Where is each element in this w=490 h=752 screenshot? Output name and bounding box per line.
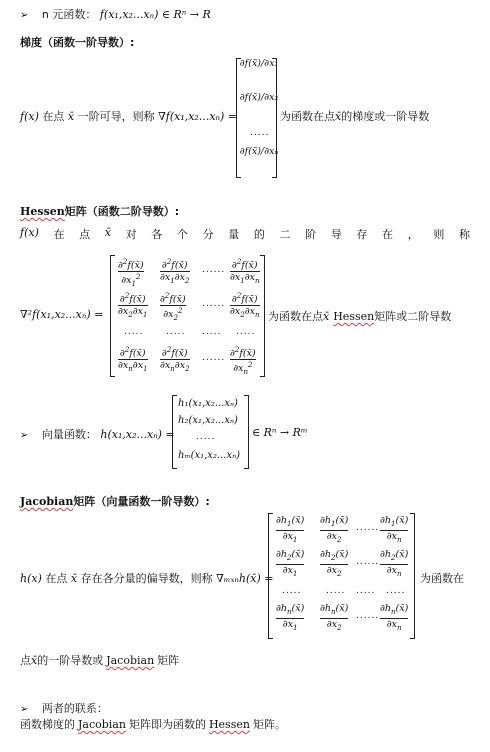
jacobian-text-a: 在点 bbox=[45, 572, 68, 585]
relation-text-c: 矩阵。 bbox=[252, 718, 286, 731]
relation-word1: Jacobian bbox=[78, 718, 126, 731]
vector-entry-2: h₂(x₁,x₂...xₙ) bbox=[178, 415, 238, 426]
jacobian-heading-word: Jacobian bbox=[20, 495, 74, 508]
jacobian-text-b: 存在各分量的偏导数，则称 bbox=[80, 572, 213, 585]
vector-entry-m: hₘ(x₁,x₂...xₙ) bbox=[178, 450, 241, 461]
vector-vdots: ..... bbox=[196, 432, 216, 442]
hessen-condition-token: 对 bbox=[125, 228, 137, 241]
jacobian-cell: $\partial h_n(x̄)$ $\partial x_n$ bbox=[380, 603, 409, 632]
hessen-condition-token: 个 bbox=[176, 228, 188, 241]
hessen-cell: ∂$^2$f(x̄) $\partial x_n\partial x_2$ bbox=[160, 346, 190, 374]
hessen-tail bbox=[268, 308, 451, 324]
vector-entry-1: h₁(x₁,x₂...xₙ) bbox=[178, 398, 238, 409]
jacobian-ddots: ..... bbox=[356, 586, 376, 596]
jacobian-left-bracket bbox=[268, 513, 273, 639]
gradient-entry-1 bbox=[239, 58, 279, 69]
relation-text-a: 函数梯度的 bbox=[20, 718, 75, 731]
jacobian-line2-word: Jacobian bbox=[106, 654, 155, 667]
hessen-cell: ∂$^2$f(x̄) $\partial x_1\partial x_n$ bbox=[230, 258, 260, 286]
gradient-entry-2 bbox=[239, 92, 279, 103]
jacobian-hdots: ...... bbox=[356, 611, 380, 621]
gradient-entry-2-text: ∂f(x̄)/∂x₂ bbox=[239, 92, 279, 103]
jacobian-cell: $\partial h_2(x̄)$ $\partial x_2$ bbox=[320, 549, 349, 578]
gradient-tail bbox=[280, 108, 429, 124]
hessen-tail-word: Hessen bbox=[333, 310, 375, 323]
bullet-icon: ➢ bbox=[20, 430, 29, 441]
n-var-function-formula: f(x₁,x₂...xₙ) ∈ Rⁿ → R bbox=[99, 8, 211, 21]
jacobian-line2-xbar: x̄ bbox=[31, 654, 38, 667]
gradient-right-bracket bbox=[272, 58, 277, 178]
gradient-entry-1-text: ∂f(x̄)/∂x₁ bbox=[239, 58, 279, 69]
hessen-condition-token: 二 bbox=[279, 228, 291, 241]
jacobian-hdots: ...... bbox=[356, 557, 380, 567]
hessen-condition-token: 各 bbox=[151, 228, 163, 241]
hessen-vdots: ..... bbox=[124, 327, 144, 337]
hessen-hdots: ...... bbox=[202, 299, 226, 309]
relation-text bbox=[20, 716, 286, 732]
jacobian-tail: 为函数在 bbox=[420, 572, 464, 585]
gradient-nabla-expr: ∇f(x₁,x₂...xₙ) = bbox=[158, 110, 238, 123]
relation-label: 两者的联系： bbox=[41, 702, 108, 715]
hessen-tail-a: 为函数在点 bbox=[268, 310, 323, 323]
bullet-icon: ➢ bbox=[20, 10, 29, 21]
hessen-cell: ∂$^2$f(x̄) $\partial x_1\partial x_2$ bbox=[160, 258, 190, 286]
vector-function-lhs: h(x₁,x₂...xₙ) = bbox=[100, 428, 175, 441]
vector-function-label: 向量函数： bbox=[41, 428, 97, 441]
hessen-heading-rest: 矩阵（函数二阶导数）: bbox=[64, 205, 180, 218]
jacobian-nabla-expr: ∇ₘₓₙh(x̄) = bbox=[216, 572, 274, 585]
hessen-tail-xbar: x̄ bbox=[323, 310, 330, 323]
jacobian-cell: $\partial h_n(x̄)$ $\partial x_2$ bbox=[320, 603, 349, 632]
hessen-condition-token: x̄ bbox=[104, 226, 111, 239]
jacobian-hdots: ...... bbox=[356, 523, 380, 533]
bullet-icon: ➢ bbox=[20, 704, 29, 715]
hessen-left-bracket bbox=[110, 255, 115, 377]
jacobian-cell: $\partial h_2(x̄)$ $\partial x_1$ bbox=[276, 549, 305, 578]
hessen-cell: ∂$^2$f(x̄) $\partial x_2^2$ bbox=[160, 292, 186, 323]
hessen-cell: ∂$^2$f(x̄) $\partial x_2\partial x_1$ bbox=[118, 292, 148, 320]
hessen-lhs: ∇²f(x₁,x₂...xₙ) = bbox=[20, 308, 104, 321]
hessen-condition-token: 分 bbox=[202, 228, 214, 241]
jacobian-cell: $\partial h_1(x̄)$ $\partial x_n$ bbox=[380, 515, 409, 544]
jacobian-line2 bbox=[20, 652, 179, 668]
jacobian-cell: $\partial h_2(x̄)$ $\partial x_n$ bbox=[380, 549, 409, 578]
hessen-condition-token: 则 bbox=[433, 228, 445, 241]
gradient-definition bbox=[20, 108, 237, 124]
hessen-condition-token: 的 bbox=[253, 228, 265, 241]
hessen-cell: ∂$^2$f(x̄) $\partial x_1^2$ bbox=[118, 258, 144, 289]
jacobian-line2-c: 矩阵 bbox=[157, 654, 180, 667]
hessen-cell: ∂$^2$f(x̄) $\partial x_n\partial x_1$ bbox=[118, 346, 148, 374]
gradient-text-b: 一阶可导，则称 bbox=[77, 110, 155, 123]
hessen-heading-word: Hessen bbox=[20, 205, 65, 218]
hessen-cell: ∂$^2$f(x̄) $\partial x_2\partial x_n$ bbox=[230, 292, 260, 320]
jacobian-cell: $\partial h_1(x̄)$ $\partial x_2$ bbox=[320, 515, 349, 544]
jacobian-vdots: ..... bbox=[282, 586, 302, 596]
hessen-condition-token: f(x) bbox=[20, 226, 39, 239]
hessen-condition-token: ， bbox=[407, 228, 419, 241]
jacobian-heading bbox=[20, 493, 210, 509]
gradient-xbar: x̄ bbox=[67, 110, 75, 123]
jacobian-heading-rest: 矩阵（向量函数一阶导数）: bbox=[73, 495, 210, 508]
hessen-hdots: ...... bbox=[202, 353, 226, 363]
gradient-left-bracket bbox=[236, 58, 241, 178]
jacobian-xbar: x̄ bbox=[70, 572, 78, 585]
jacobian-vdots: ..... bbox=[326, 586, 346, 596]
hessen-vdots: ..... bbox=[166, 327, 186, 337]
relation-text-b: 矩阵即为函数的 bbox=[128, 718, 206, 731]
hessen-hdots: ...... bbox=[202, 265, 226, 275]
jacobian-definition bbox=[20, 570, 273, 586]
hessen-condition-token: 存 bbox=[356, 228, 368, 241]
gradient-vdots: ..... bbox=[250, 128, 270, 138]
gradient-entry-n bbox=[239, 146, 279, 157]
jacobian-func: h(x) bbox=[20, 572, 42, 585]
hessen-condition-token: 在 bbox=[382, 228, 394, 241]
hessen-ddots: ..... bbox=[202, 327, 222, 337]
gradient-tail-xbar: x̄ bbox=[335, 110, 342, 123]
jacobian-line2-a: 点 bbox=[20, 654, 31, 667]
hessen-condition-token: 点 bbox=[79, 228, 91, 241]
hessen-condition-token: 在 bbox=[53, 228, 65, 241]
hessen-condition-token: 量 bbox=[228, 228, 240, 241]
gradient-text-a: 在点 bbox=[42, 110, 65, 123]
hessen-heading bbox=[20, 203, 179, 219]
hessen-condition-token: 导 bbox=[330, 228, 342, 241]
gradient-tail-a: 为函数在点 bbox=[280, 110, 335, 123]
n-var-function-line bbox=[20, 6, 211, 22]
vector-function-rhs: ∈ Rⁿ → Rᵐ bbox=[252, 426, 308, 439]
vector-right-bracket bbox=[244, 395, 249, 469]
hessen-right-bracket bbox=[260, 255, 265, 377]
gradient-entry-n-text: ∂f(x̄)/∂xₙ bbox=[239, 146, 279, 157]
hessen-condition-line bbox=[20, 226, 470, 242]
gradient-func: f(x) bbox=[20, 110, 39, 123]
vector-left-bracket bbox=[172, 395, 177, 469]
vector-function-line bbox=[20, 426, 175, 442]
jacobian-vdots: ..... bbox=[386, 586, 406, 596]
relation-word2: Hessen bbox=[208, 718, 250, 731]
n-var-function-label: n 元函数： bbox=[41, 8, 97, 21]
jacobian-cell: $\partial h_1(x̄)$ $\partial x_1$ bbox=[276, 515, 305, 544]
jacobian-cell: $\partial h_n(x̄)$ $\partial x_1$ bbox=[276, 603, 305, 632]
hessen-condition-token: 称 bbox=[458, 228, 470, 241]
hessen-condition-token: 阶 bbox=[305, 228, 317, 241]
jacobian-right-bracket bbox=[410, 513, 415, 639]
gradient-tail-b: 的梯度或一阶导数 bbox=[341, 110, 430, 123]
relation-line bbox=[20, 700, 108, 716]
hessen-cell: ∂$^2$f(x̄) $\partial x_n^2$ bbox=[230, 346, 256, 377]
hessen-vdots: ..... bbox=[236, 327, 256, 337]
gradient-heading: 梯度（函数一阶导数）: bbox=[20, 36, 135, 49]
jacobian-line2-b: 的一阶导数或 bbox=[37, 654, 104, 667]
hessen-tail-b: 矩阵或二阶导数 bbox=[374, 310, 452, 323]
